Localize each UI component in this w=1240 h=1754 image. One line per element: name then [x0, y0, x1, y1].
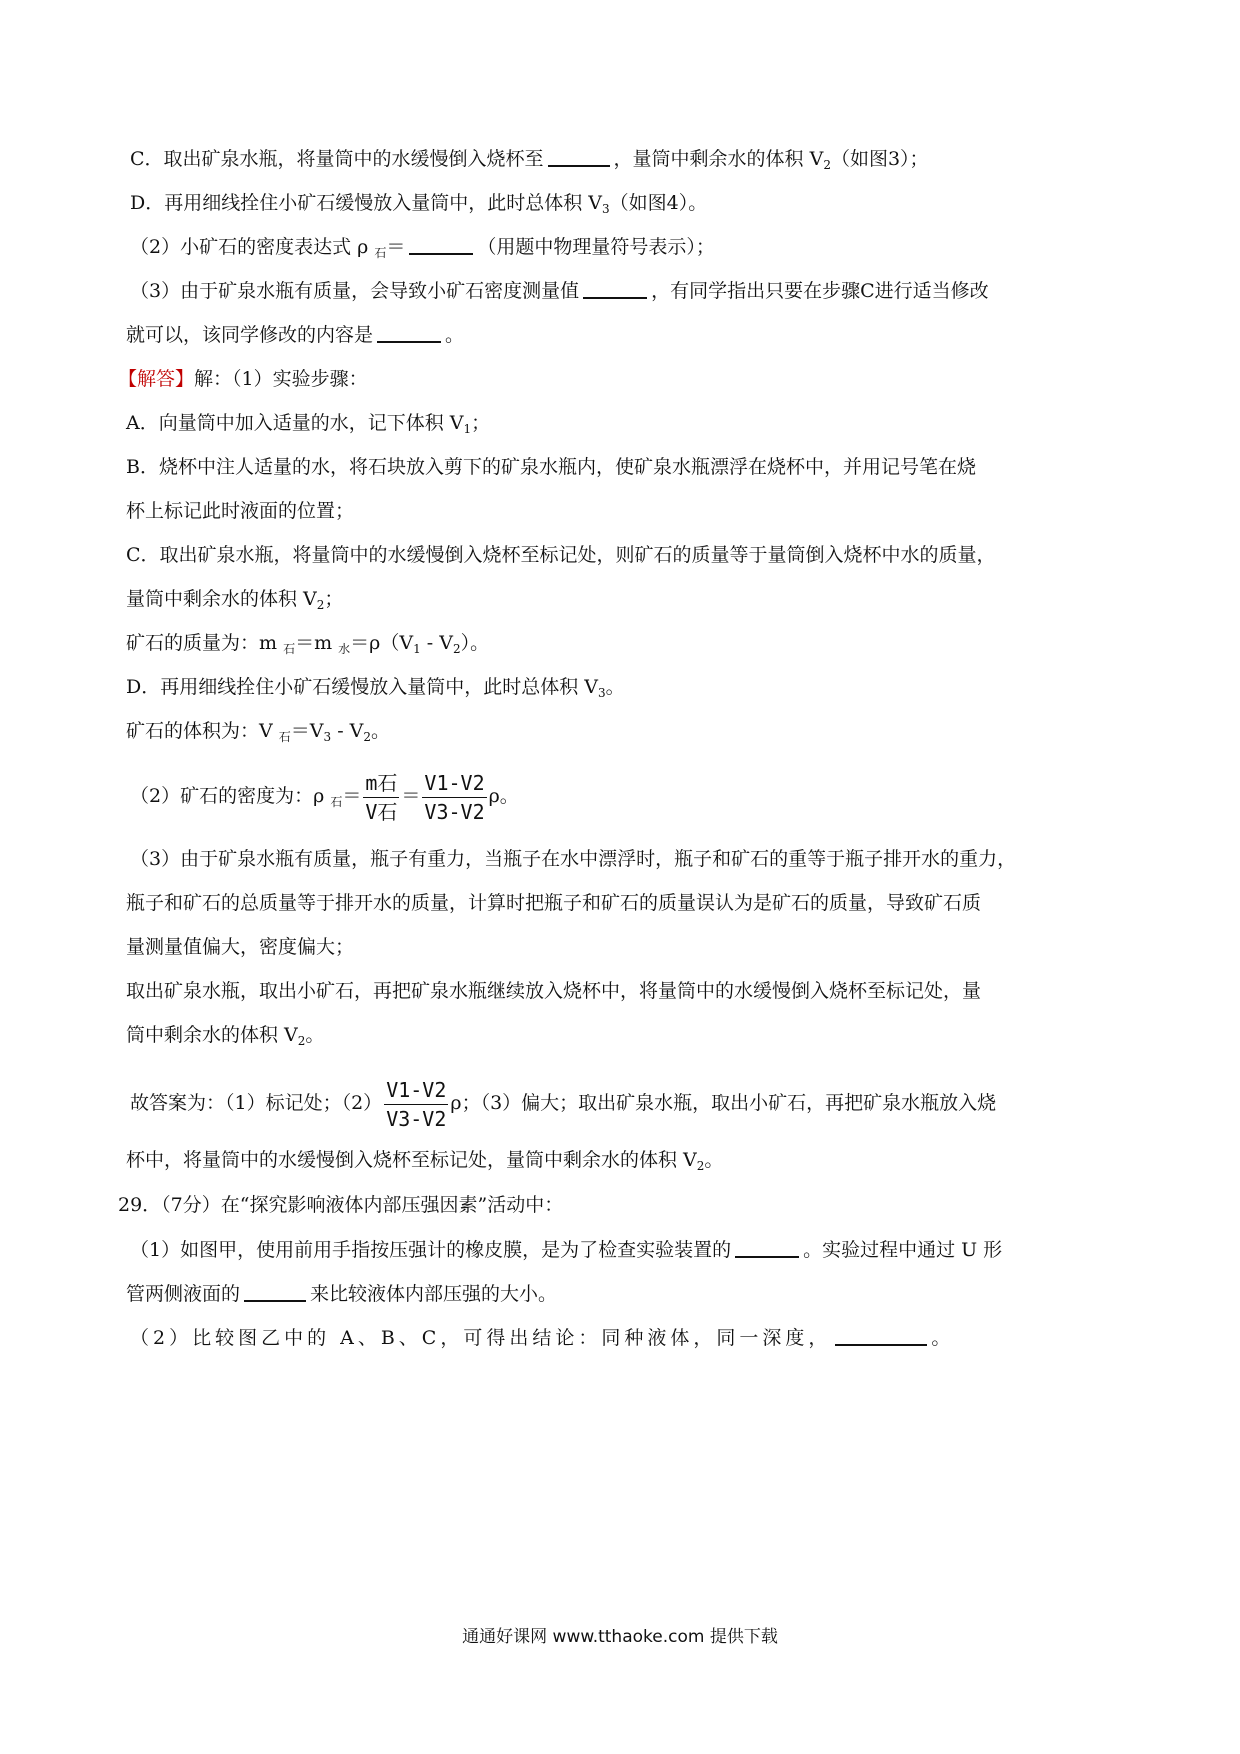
answer-heading: 【解答】解：（1）实验步骤： — [118, 368, 368, 390]
question-step-d: D．再用细线拴住小矿石缓慢放入量筒中，此时总体积 $V_3$（如图4）。 — [130, 192, 708, 216]
answer-blank[interactable] — [377, 321, 441, 343]
answer-reason-3: 量测量值偏大，密度偏大； — [126, 936, 355, 958]
answer-step-b-2: 杯上标记此时液面的位置； — [126, 500, 355, 522]
answer-blank[interactable] — [583, 277, 647, 299]
answer-density: （2）矿石的密度为：ρ $_石$＝ $\frac{\text{m石}}{\text{V石}}$ ＝ $\frac{V1-V2}{V3-V2}$ ρ。 — [130, 770, 519, 824]
answer-step-a: A．向量筒中加入适量的水，记下体积 $V_1$； — [126, 412, 491, 436]
question-3-line-2: 就可以，该同学修改的内容是 。 — [126, 321, 464, 349]
answer-volume: 矿石的体积为：V $_石=V_3 - V_2$。 — [126, 720, 391, 744]
question-3-line-1: （3）由于矿泉水瓶有质量，会导致小矿石密度测量值 ，有同学指出只要在步骤C进行适当修改 — [130, 277, 989, 305]
final-fraction: $\frac{V1-V2}{V3-V2}$ — [386, 1077, 447, 1131]
question-2: （2）小矿石的密度表达式 ρ $_石$＝ （用题中物理量符号表示）； — [130, 233, 715, 267]
answer-blank[interactable] — [835, 1324, 927, 1346]
answer-final-2: 杯中，将量筒中的水缓慢倒入烧杯至标记处，量筒中剩余水的体积 $V_2$。 — [126, 1149, 724, 1173]
question-29-part-2: （2）比较图乙中的 A、B、C，可得出结论：同种液体，同一深度， 。 — [130, 1324, 954, 1352]
question-step-c: C．取出矿泉水瓶，将量筒中的水缓慢倒入烧杯至 ，量筒中剩余水的体积 $V_2$（如图3）； — [130, 145, 929, 179]
answer-fix-1: 取出矿泉水瓶，取出小矿石，再把矿泉水瓶继续放入烧杯中，将量筒中的水缓慢倒入烧杯至标记处，量 — [126, 980, 982, 1002]
answer-blank[interactable] — [548, 145, 610, 167]
answer-fix-2: 筒中剩余水的体积 $V_2$。 — [126, 1024, 325, 1048]
answer-final: 故答案为：（1）标记处；（2） $\frac{V1-V2}{V3-V2}$ ρ；（3）偏大；取出矿泉水瓶，取出小矿石，再把矿泉水瓶放入烧 — [130, 1077, 997, 1131]
answer-blank[interactable] — [244, 1280, 306, 1302]
answer-blank[interactable] — [735, 1236, 799, 1258]
answer-reason-2: 瓶子和矿石的总质量等于排开水的质量，计算时把瓶子和矿石的质量误认为是矿石的质量，导致矿石质 — [126, 892, 982, 914]
page-footer: 通通好课网 www.tthaoke.com 提供下载 — [462, 1627, 778, 1647]
answer-blank[interactable] — [409, 233, 473, 255]
answer-step-c-1: C．取出矿泉水瓶，将量筒中的水缓慢倒入烧杯至标记处，则矿石的质量等于量筒倒入烧杯中水的质量， — [126, 544, 996, 566]
density-fraction-1: $\frac{\text{m石}}{\text{V石}}$ — [365, 770, 398, 824]
density-fraction-2: $\frac{V1-V2}{V3-V2}$ — [424, 770, 485, 824]
question-29-part-1-line-2: 管两侧液面的 来比较液体内部压强的大小。 — [126, 1280, 557, 1308]
answer-label: 【解答】 — [118, 368, 195, 390]
answer-step-d: D．再用细线拴住小矿石缓慢放入量筒中，此时总体积 $V_3$。 — [126, 676, 625, 700]
question-29-title: 29．（7分）在“探究影响液体内部压强因素”活动中： — [118, 1194, 564, 1216]
question-29-part-1-line-1: （1）如图甲，使用前用手指按压强计的橡皮膜，是为了检查实验装置的 。实验过程中通过 U 形 — [130, 1236, 1002, 1264]
answer-step-b-1: B．烧杯中注人适量的水，将石块放入剪下的矿泉水瓶内，使矿泉水瓶漂浮在烧杯中，并用记号笔在烧 — [126, 456, 976, 478]
answer-mass: 矿石的质量为：m $_石$＝m $_水=\rho(V_1 - V_2)$。 — [126, 632, 490, 656]
answer-reason-1: （3）由于矿泉水瓶有质量，瓶子有重力，当瓶子在水中漂浮时，瓶子和矿石的重等于瓶子排开水的重力， — [130, 848, 1017, 870]
answer-step-c-2: 量筒中剩余水的体积 $V_2$； — [126, 588, 344, 612]
